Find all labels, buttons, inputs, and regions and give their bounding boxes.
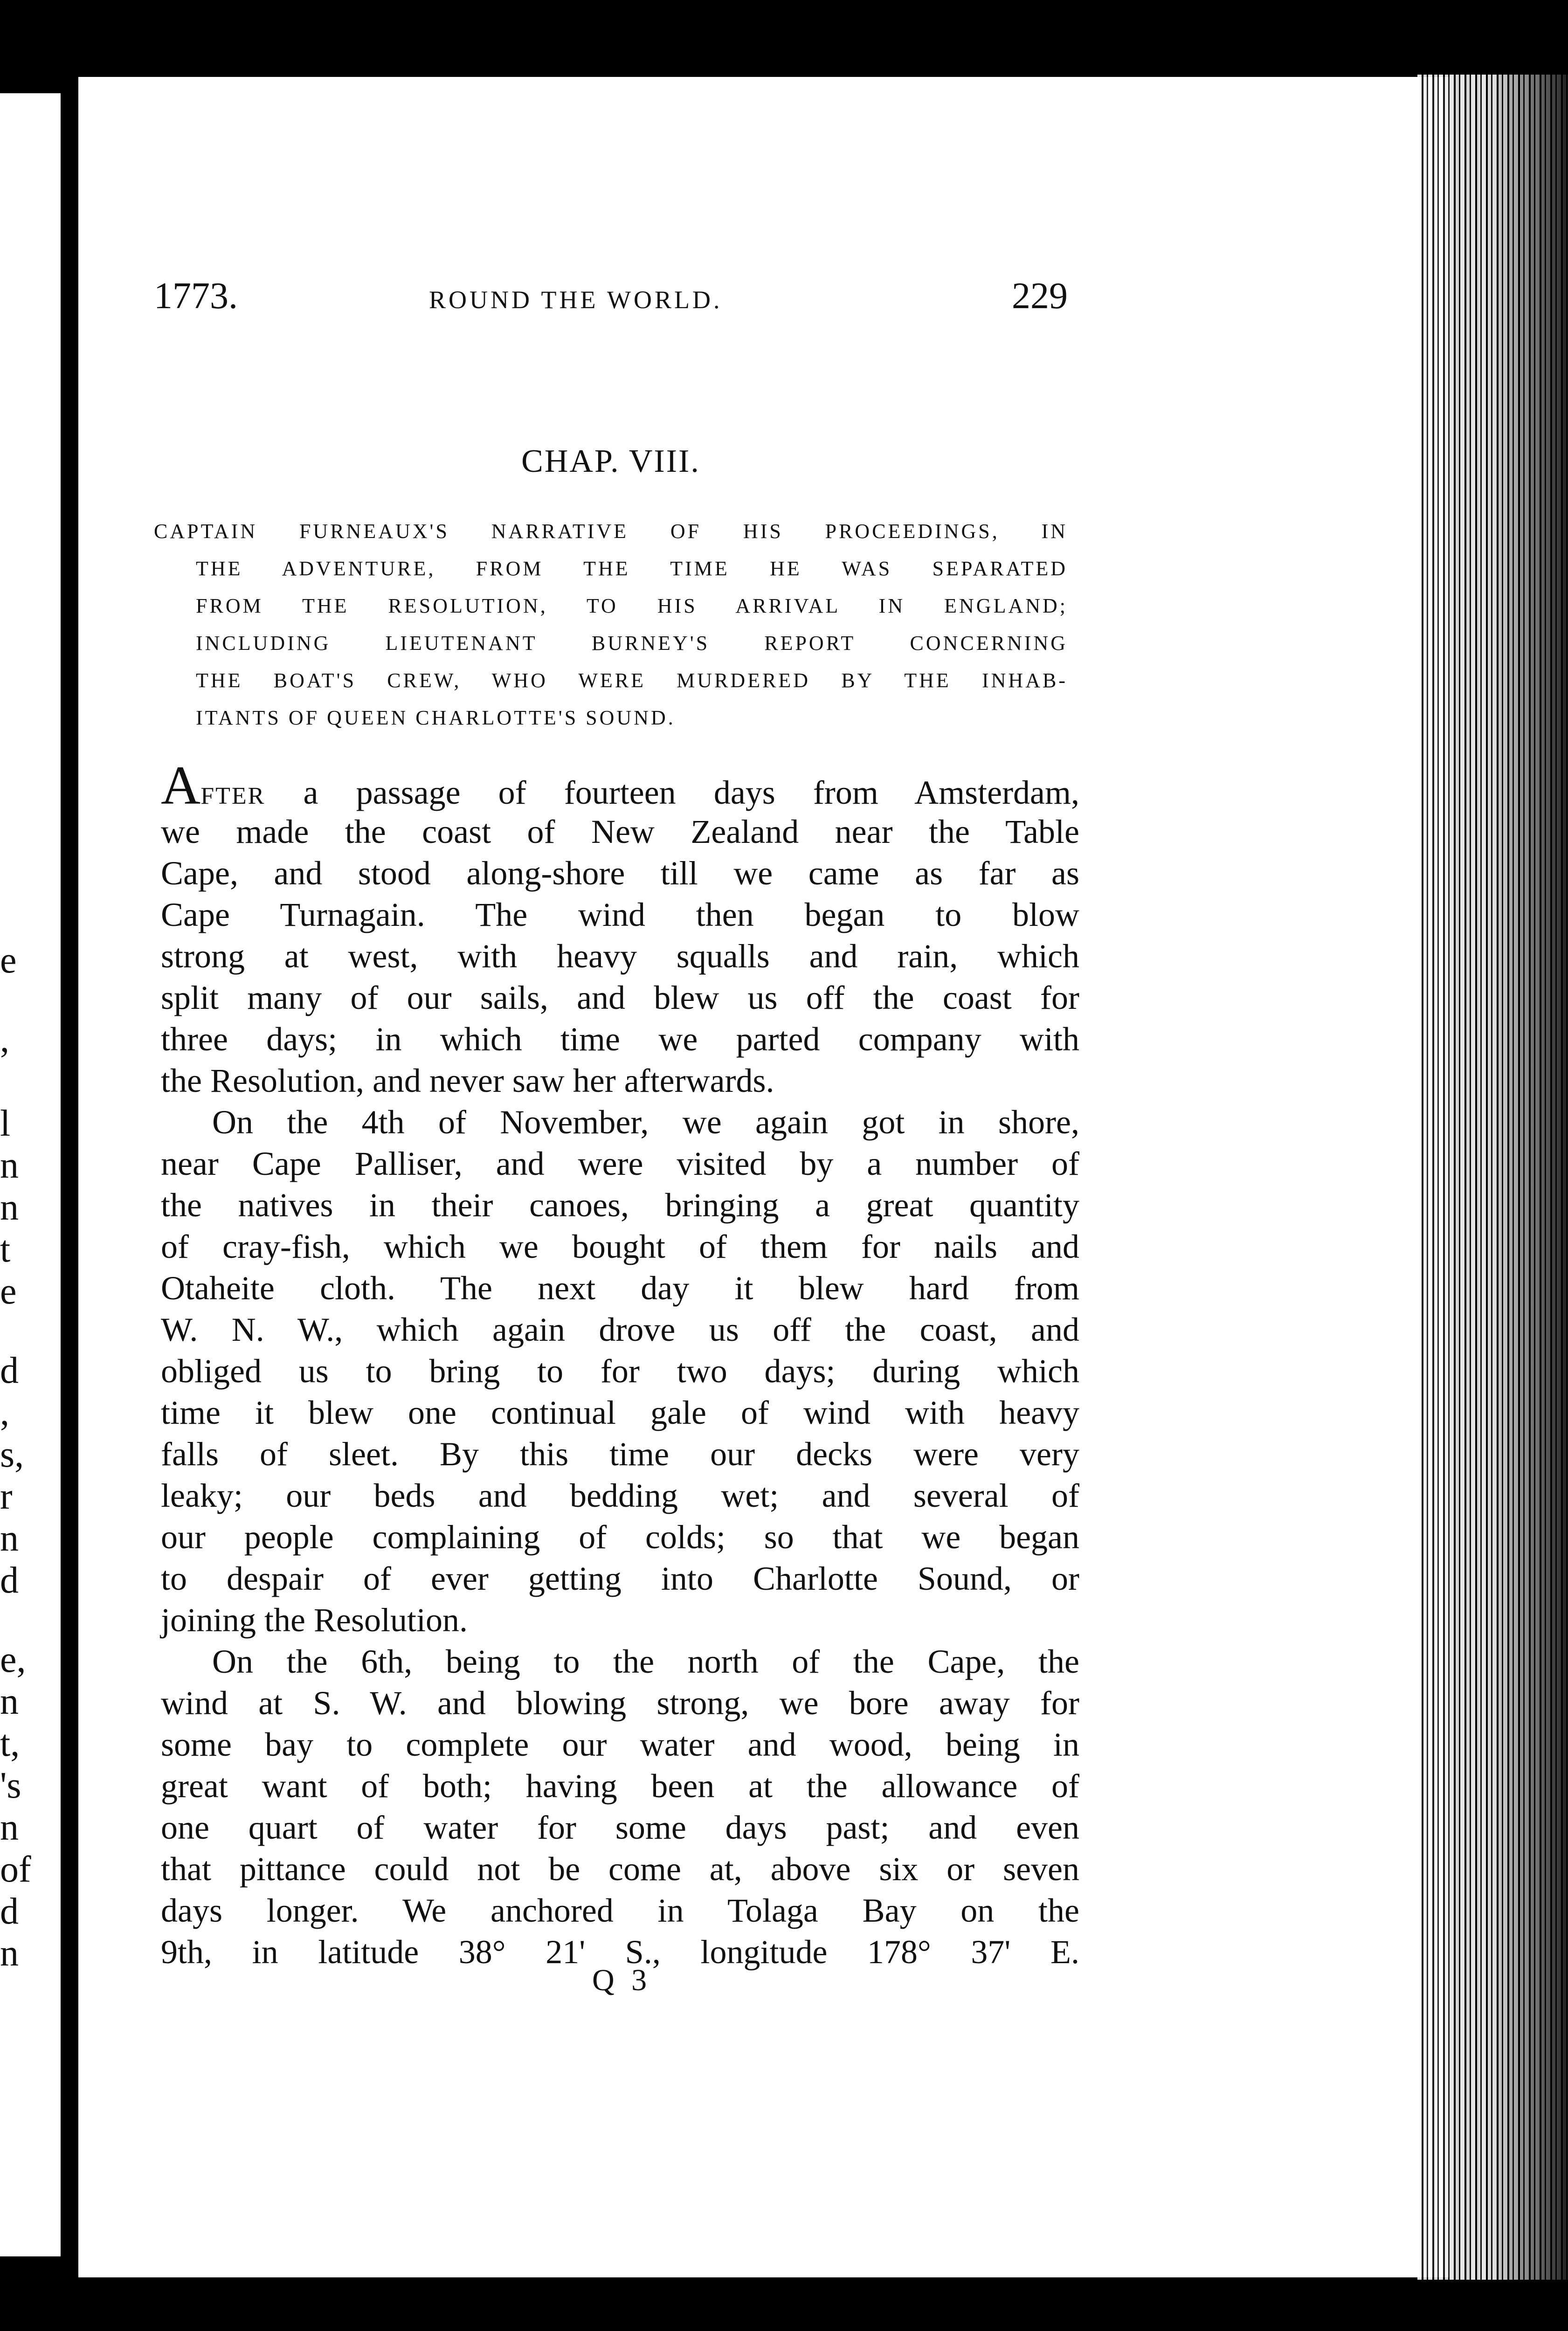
first-word-smallcaps: FTER xyxy=(200,783,266,809)
body-text xyxy=(161,755,1080,1973)
body-line: split many of our sails, and blew us off the coast for xyxy=(161,979,1079,1016)
facing-text-fragment: s, xyxy=(0,1434,24,1475)
facing-text-fragment: n xyxy=(0,1807,19,1848)
body-line: one quart of water for some days past; and even xyxy=(161,1809,1079,1846)
first-line-text: a passage of fourteen days from Amsterdam, xyxy=(303,774,1080,811)
chapter-summary xyxy=(154,513,1068,737)
page-edges-shadow xyxy=(1492,75,1568,2280)
facing-text-fragment: n xyxy=(0,1518,19,1559)
body-line: On the 4th of November, we again got in shore, xyxy=(212,1103,1079,1141)
summary-line: THE BOAT'S CREW, WHO WERE MURDERED BY THE INHAB- xyxy=(196,669,1068,692)
summary-line: INCLUDING LIEUTENANT BURNEY'S REPORT CONCERNING xyxy=(196,632,1068,655)
body-line: leaky; our beds and bedding wet; and several of xyxy=(161,1477,1079,1514)
summary-line: CAPTAIN FURNEAUX'S NARRATIVE OF HIS PROCEEDINGS, IN xyxy=(154,520,1068,543)
facing-text-fragment: n xyxy=(0,1681,19,1722)
facing-text-fragment: , xyxy=(0,1019,9,1060)
facing-text-fragment: e, xyxy=(0,1639,26,1680)
facing-text-fragment: d xyxy=(0,1891,19,1932)
body-line: Cape Turnagain. The wind then began to blow xyxy=(161,896,1079,933)
body-line: of cray-fish, which we bought of them for nails and xyxy=(161,1228,1079,1265)
running-head-title: ROUND THE WORLD. xyxy=(429,286,723,314)
gutter xyxy=(61,93,78,2256)
running-head xyxy=(154,275,1068,326)
facing-text-fragment: t, xyxy=(0,1723,20,1764)
body-line: some bay to complete our water and wood, being in xyxy=(161,1726,1079,1763)
body-line: three days; in which time we parted company with xyxy=(161,1021,1079,1058)
facing-text-fragment: 's xyxy=(0,1765,21,1806)
chapter-heading: CHAP. VIII. xyxy=(521,443,700,479)
signature-mark: Q 3 xyxy=(592,1963,652,1997)
facing-text-fragment: d xyxy=(0,1350,19,1391)
body-line: Otaheite cloth. The next day it blew hard from xyxy=(161,1269,1079,1307)
facing-text-fragment: r xyxy=(0,1476,13,1517)
body-line: falls of sleet. By this time our decks were very xyxy=(161,1435,1079,1473)
facing-text-fragment: l xyxy=(0,1103,11,1144)
body-line: the natives in their canoes, bringing a great quantity xyxy=(161,1186,1079,1224)
body-line: joining the Resolution. xyxy=(161,1601,468,1639)
body-line: 9th, in latitude 38° 21' S., longitude 178° 37' E. xyxy=(161,1933,1079,1971)
facing-text-fragment: n xyxy=(0,1933,19,1974)
body-line: the Resolution, and never saw her afterwards. xyxy=(161,1062,774,1099)
body-first-line xyxy=(161,755,1080,816)
facing-text-fragment: t xyxy=(0,1229,11,1270)
body-line: we made the coast of New Zealand near the Table xyxy=(161,813,1079,850)
body-line: to despair of ever getting into Charlotte Sound, or xyxy=(161,1560,1079,1597)
body-line: great want of both; having been at the allowance of xyxy=(161,1767,1079,1805)
body-line: strong at west, with heavy squalls and rain, which xyxy=(161,938,1079,975)
body-line: On the 6th, being to the north of the Cape, the xyxy=(212,1643,1079,1680)
page-number: 229 xyxy=(1012,276,1068,317)
facing-text-fragment: of xyxy=(0,1849,31,1890)
body-line: W. N. W., which again drove us off the coast, and xyxy=(161,1311,1079,1348)
body-line: obliged us to bring to for two days; during which xyxy=(161,1352,1079,1390)
facing-text-fragment: n xyxy=(0,1187,19,1228)
running-head-year: 1773. xyxy=(154,276,238,317)
summary-line: THE ADVENTURE, FROM THE TIME HE WAS SEPARATED xyxy=(196,557,1068,580)
summary-line: ITANTS OF QUEEN CHARLOTTE'S SOUND. xyxy=(196,706,676,729)
summary-line: FROM THE RESOLUTION, TO HIS ARRIVAL IN ENGLAND; xyxy=(196,594,1068,617)
facing-text-fragment: , xyxy=(0,1392,9,1433)
facing-text-fragment: e xyxy=(0,940,17,981)
body-line: our people complaining of colds; so that we began xyxy=(161,1518,1079,1556)
body-line: days longer. We anchored in Tolaga Bay on the xyxy=(161,1892,1079,1929)
facing-text-fragment: n xyxy=(0,1145,19,1186)
facing-text-fragment: d xyxy=(0,1560,19,1601)
body-line: Cape, and stood along-shore till we came as far as xyxy=(161,855,1079,892)
facing-page-fragment xyxy=(0,93,61,2256)
body-line: wind at S. W. and blowing strong, we bore away for xyxy=(161,1684,1079,1722)
drop-cap: A xyxy=(161,755,201,816)
body-line: near Cape Palliser, and were visited by a number of xyxy=(161,1145,1079,1182)
body-line: time it blew one continual gale of wind with heavy xyxy=(161,1394,1079,1431)
body-line: that pittance could not be come at, above six or seven xyxy=(161,1850,1079,1888)
facing-text-fragment: e xyxy=(0,1271,17,1312)
